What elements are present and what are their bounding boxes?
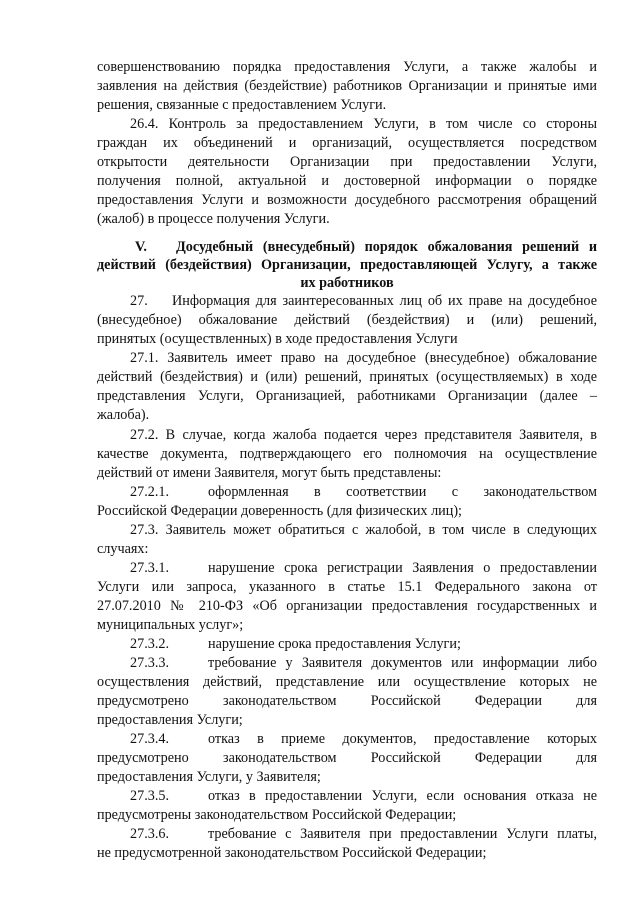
text-line: действий (бездействия) и (или) решений, принятых (осуществляемых) в ходе [97,369,597,385]
text-line: жалоба). [97,407,150,423]
section-number: V. [135,239,147,255]
text-line: отказ в приеме документов, предоставление которых [208,731,597,747]
text-line: случаях: [97,541,149,557]
text-line: качестве документа, подтверждающего его полномочия на осуществление [97,446,597,462]
text-line: действий от имени Заявителя, могут быть представлены: [97,465,442,481]
text-line: открытости деятельности Организации при предоставлении Услуги, [97,154,597,170]
text-line: Информация для заинтересованных лиц об их праве на досудебное [172,293,597,309]
text-line: (жалоб) в процессе получения Услуги. [97,211,330,227]
text-line: 27.1. Заявитель имеет право на досудебное (внесудебное) обжалование [130,350,597,366]
text-line: заявления на действия (бездействие) работников Организации и принятые ими [97,78,597,94]
clause-number: 27.3.4. [130,731,170,747]
text-line: предоставления Услуги и возможности досудебного рассмотрения обращений [97,192,597,208]
clause-number: 27.3.1. [130,560,170,576]
text-line: 26.4. Контроль за предоставлением Услуги, в том числе со стороны [130,116,597,132]
text-line: получения полной, актуальной и достоверной информации о порядке [97,173,597,189]
text-line: Услуги или запроса, указанного в статье 15.1 Федерального закона от [97,579,597,595]
clause-number: 27.3.6. [130,826,170,842]
text-line: предусмотрено законодательством Российской Федерации для [97,693,597,709]
section-heading: Досудебный (внесудебный) порядок обжалования решений и [176,239,597,255]
text-line: предусмотрено законодательством Российской Федерации для [97,750,597,766]
clause-number: 27.2.1. [130,484,170,500]
text-line: 27.3. Заявитель может обратиться с жалобой, в том числе в следующих [130,522,597,538]
text-line: осуществления действий, представление или осуществление которых не [97,674,597,690]
clause-number: 27. [130,293,148,309]
text-line: отказ в предоставлении Услуги, если основания отказа не [208,788,597,804]
text-line: требование у Заявителя документов или информации либо [208,655,597,671]
section-heading: их работников [300,275,394,291]
text-line: 27.2. В случае, когда жалоба подается через представителя Заявителя, в [130,427,597,443]
text-line: нарушение срока предоставления Услуги; [208,636,461,652]
clause-number: 27.3.5. [130,788,170,804]
text-line: муниципальных услуг»; [97,617,244,633]
text-line: предоставления Услуги; [97,712,243,728]
text-line: нарушение срока регистрации Заявления о предоставлении [208,560,597,576]
clause-number: 27.3.3. [130,655,170,671]
text-line: предусмотрены законодательством Российской Федерации; [97,807,457,823]
text-line: совершенствованию порядка предоставления Услуги, а также жалобы и [97,59,597,75]
text-line: представления Услуги, Организацией, работниками Организации (далее – [97,388,597,404]
text-line: принятых (осуществленных) в ходе предоставления Услуги [97,331,458,347]
text-line: решения, связанные с предоставлением Услуги. [97,97,387,113]
section-heading: действий (бездействия) Организации, предоставляющей Услугу, а также [97,257,597,273]
text-line: оформленная в соответствии с законодательством [208,484,597,500]
text-line: требование с Заявителя при предоставлении Услуги платы, [208,826,597,842]
text-line: Российской Федерации доверенность (для физических лиц); [97,503,462,519]
text-line: не предусмотренной законодательством Российской Федерации; [97,845,487,861]
clause-number: 27.3.2. [130,636,170,652]
text-line: граждан их объединений и организаций, осуществляется посредством [97,135,597,151]
text-line: предоставления Услуги, у Заявителя; [97,769,321,785]
text-line: 27.07.2010 № 210-ФЗ «Об организации предоставления государственных и [97,598,597,614]
text-line: (внесудебное) обжалование действий (бездействия) и (или) решений, [97,312,597,328]
